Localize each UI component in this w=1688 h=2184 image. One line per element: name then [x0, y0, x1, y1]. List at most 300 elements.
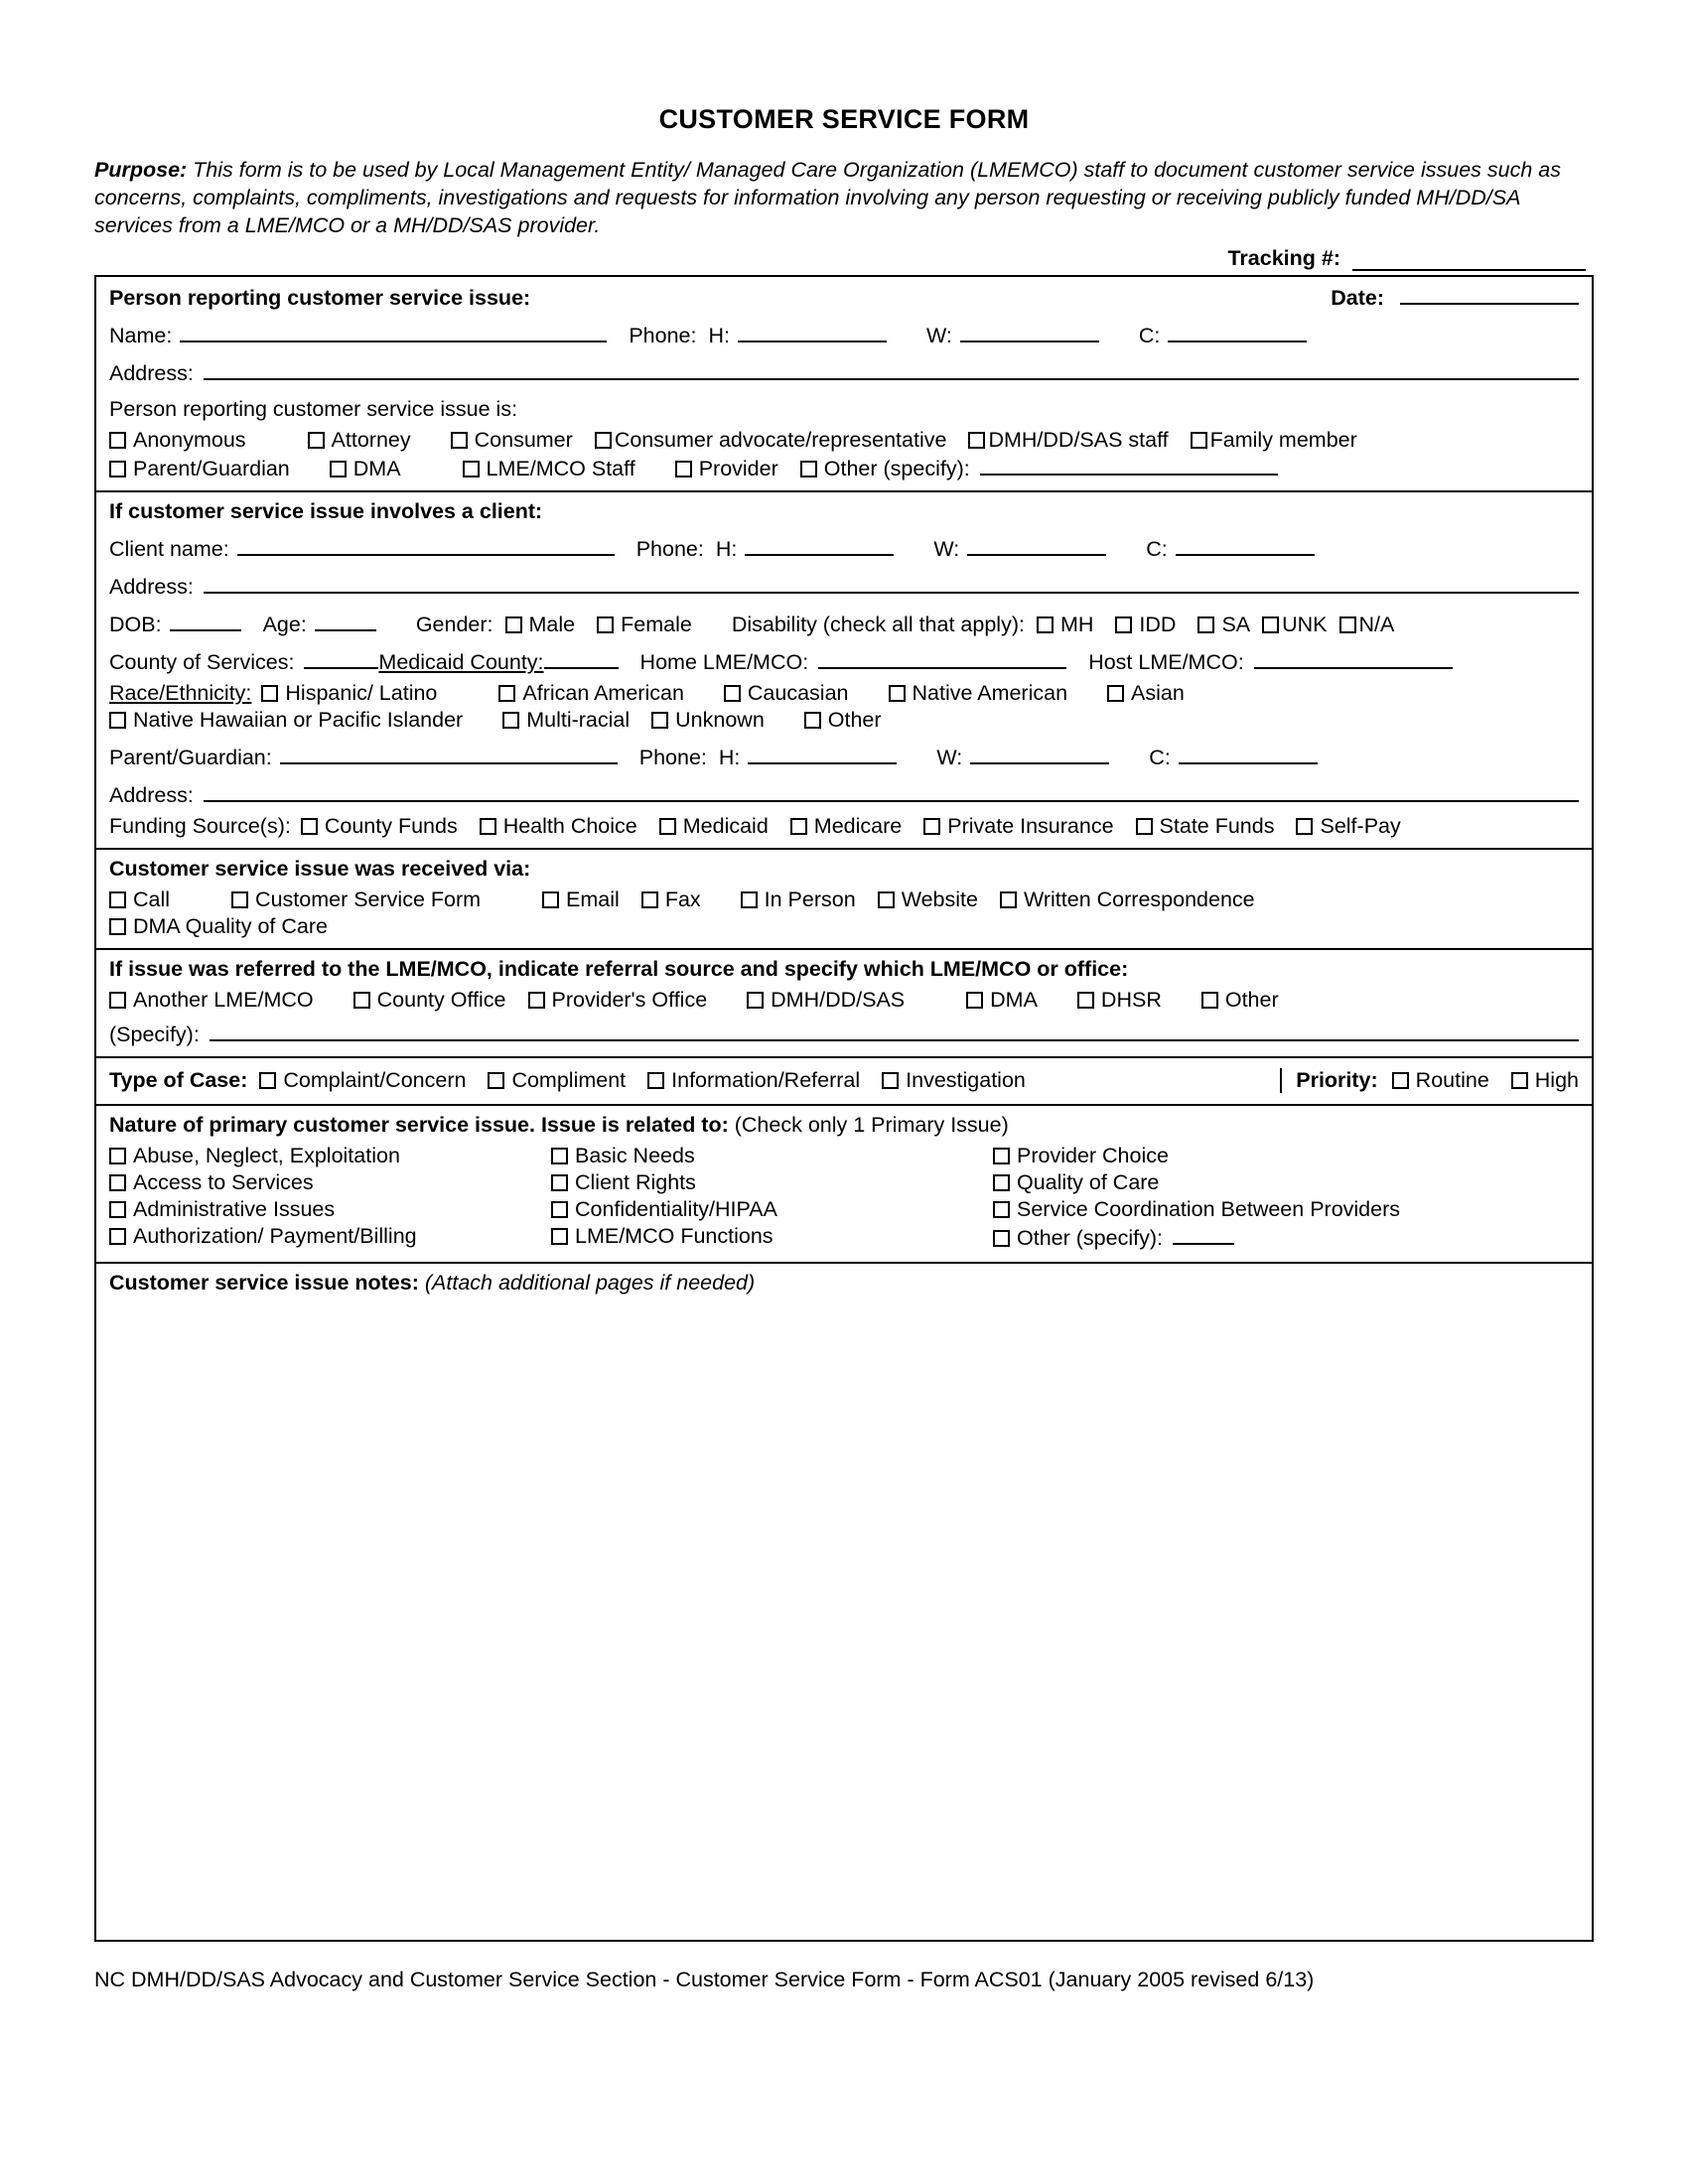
checkbox-icon[interactable] [1262, 616, 1279, 633]
client-phone-label: Phone: [635, 536, 704, 561]
checkbox-funding-self-pay[interactable] [1296, 814, 1400, 839]
option-label: DMA [352, 456, 401, 480]
host-lme-label: Host LME/MCO: [1088, 649, 1244, 674]
option-label: Caucasian [747, 680, 849, 705]
checkbox-icon[interactable] [1296, 818, 1313, 835]
home-lme-input[interactable] [818, 648, 1066, 669]
parent-address-input[interactable] [204, 781, 1579, 802]
checkbox-race-caucasian[interactable] [724, 681, 849, 706]
checkbox-icon[interactable] [878, 891, 895, 908]
checkbox-icon[interactable] [675, 461, 692, 478]
option-label: Investigation [906, 1067, 1026, 1092]
checkbox-icon[interactable] [109, 461, 126, 478]
checkbox-type-investigation[interactable] [882, 1068, 1026, 1093]
funding-source-label: Funding Source(s): [109, 813, 291, 838]
checkbox-icon[interactable] [231, 891, 248, 908]
checkbox-icon[interactable] [993, 1201, 1010, 1218]
checkbox-family-member[interactable] [1191, 428, 1357, 453]
checkbox-priority-high[interactable] [1511, 1068, 1579, 1093]
checkbox-icon[interactable] [966, 992, 983, 1009]
checkbox-disability-idd[interactable] [1115, 613, 1176, 637]
checkbox-icon[interactable] [889, 685, 906, 702]
date-label: Date: [1331, 285, 1385, 310]
checkbox-icon[interactable] [109, 1201, 126, 1218]
reporter-header-row [109, 284, 1579, 311]
checkbox-nature-authorization-payment-billing[interactable] [109, 1224, 551, 1249]
received-header-row [109, 857, 1579, 882]
client-name-input[interactable] [237, 535, 615, 556]
client-race-row-1 [109, 681, 1579, 706]
checkbox-icon[interactable] [551, 1201, 568, 1218]
checkbox-nature-access-to-services[interactable] [109, 1170, 551, 1195]
reporter-address-label: Address: [109, 360, 194, 385]
page-footer: NC DMH/DD/SAS Advocacy and Customer Service Section - Customer Service Form - Form ACS01 (January 2005 revised 6/13) [94, 1967, 1315, 1991]
nature-column-2 [551, 1144, 993, 1253]
client-address-row [109, 573, 1579, 600]
checkbox-nature-other-specify[interactable] [993, 1224, 1579, 1251]
reporter-phone-w-input[interactable] [960, 322, 1099, 342]
checkbox-disability-sa[interactable] [1197, 613, 1250, 637]
checkbox-funding-county-funds[interactable] [301, 814, 458, 839]
option-label: State Funds [1159, 813, 1275, 838]
option-label: Other [1224, 987, 1279, 1012]
checkbox-received-call[interactable] [109, 887, 170, 912]
checkbox-received-customer-service-form[interactable] [231, 887, 481, 912]
client-gender-label: Gender: [415, 612, 493, 636]
medicaid-county-input[interactable] [544, 648, 619, 669]
option-label: Hispanic/ Latino [285, 680, 438, 705]
option-label: Another LME/MCO [133, 987, 314, 1012]
checkbox-lme-mco-staff[interactable] [463, 457, 635, 481]
option-label: DMH/DD/SAS [771, 987, 906, 1012]
nature-header-row [109, 1113, 1579, 1138]
option-label: Multi-racial [526, 707, 631, 732]
option-label: Medicare [813, 813, 903, 838]
option-label: Self-Pay [1320, 813, 1401, 838]
option-label: DMA Quality of Care [133, 913, 328, 938]
checkbox-icon[interactable] [968, 432, 985, 449]
host-lme-input[interactable] [1254, 648, 1453, 669]
option-label: Administrative Issues [133, 1196, 336, 1221]
section-nature-of-issue [96, 1106, 1592, 1264]
option-label: Other (specify): [1017, 1225, 1163, 1250]
checkbox-icon[interactable] [259, 1072, 276, 1089]
section-client [96, 492, 1592, 850]
referral-specify-input[interactable] [210, 1021, 1579, 1041]
option-label: Routine [1415, 1067, 1489, 1092]
checkbox-icon[interactable] [109, 1148, 126, 1164]
checkbox-consumer[interactable] [451, 428, 573, 453]
option-label: DMA [990, 987, 1038, 1012]
checkbox-icon[interactable] [528, 992, 545, 1009]
form-body [94, 275, 1594, 1942]
checkbox-dmh-dd-sas-staff[interactable] [968, 428, 1168, 453]
checkbox-disability-mh[interactable] [1037, 613, 1093, 637]
notes-header-group [109, 1271, 755, 1296]
checkbox-icon[interactable] [551, 1174, 568, 1191]
parent-phone-c-label: C: [1149, 745, 1171, 769]
checkbox-icon[interactable] [502, 712, 519, 729]
client-age-input[interactable] [315, 611, 376, 631]
referral-specify-label: (Specify): [109, 1022, 200, 1046]
client-demographics-row [109, 611, 1579, 637]
nature-header-group [109, 1113, 1009, 1138]
checkbox-nature-lme-mco-functions[interactable] [551, 1224, 993, 1249]
option-label: Confidentiality/HIPAA [575, 1196, 777, 1221]
checkbox-icon[interactable] [1115, 616, 1132, 633]
checkbox-icon[interactable] [1136, 818, 1153, 835]
checkbox-referral-another-lme-mco[interactable] [109, 988, 314, 1013]
option-label: IDD [1139, 612, 1177, 636]
checkbox-icon[interactable] [1000, 891, 1017, 908]
nature-options-grid [109, 1144, 1579, 1253]
option-label: Consumer [474, 427, 573, 452]
client-name-row [109, 535, 1579, 562]
nature-other-specify-input[interactable] [1173, 1224, 1234, 1245]
option-label: Native Hawaiian or Pacific Islander [133, 707, 464, 732]
reporter-phone-w-label: W: [925, 323, 952, 347]
checkbox-icon[interactable] [109, 992, 126, 1009]
referral-header-row [109, 957, 1579, 982]
checkbox-received-email[interactable] [542, 887, 620, 912]
checkbox-icon[interactable] [1037, 616, 1054, 633]
checkbox-icon[interactable] [109, 918, 126, 935]
client-phone-c-input[interactable] [1176, 535, 1315, 556]
reporter-address-row [109, 359, 1579, 386]
option-label: Basic Needs [575, 1143, 695, 1167]
checkbox-nature-quality-of-care[interactable] [993, 1170, 1579, 1195]
checkbox-icon[interactable] [641, 891, 658, 908]
option-label: UNK [1282, 612, 1328, 636]
checkbox-icon[interactable] [993, 1230, 1010, 1247]
checkbox-referral-other[interactable] [1201, 988, 1279, 1013]
checkbox-funding-state-funds[interactable] [1136, 814, 1275, 839]
checkbox-icon[interactable] [1511, 1072, 1528, 1089]
type-of-case-group [109, 1068, 1266, 1093]
checkbox-received-written-correspondence[interactable] [1000, 887, 1255, 912]
parent-phone-h-label: H: [718, 745, 741, 769]
client-parent-guardian-row [109, 744, 1579, 770]
checkbox-icon[interactable] [804, 712, 821, 729]
option-label: Native American [912, 680, 1068, 705]
checkbox-race-multi-racial[interactable] [502, 708, 630, 733]
client-header-row [109, 499, 1579, 524]
checkbox-received-dma-quality-of-care[interactable] [109, 914, 328, 939]
county-of-services-input[interactable] [304, 648, 378, 669]
checkbox-nature-client-rights[interactable] [551, 1170, 993, 1195]
checkbox-icon[interactable] [109, 1174, 126, 1191]
checkbox-icon[interactable] [1201, 992, 1218, 1009]
checkbox-icon[interactable] [109, 891, 126, 908]
client-header: If customer service issue involves a client: [109, 498, 543, 523]
parent-phone-label: Phone: [638, 745, 707, 769]
checkbox-disability-unk[interactable] [1262, 613, 1327, 637]
checkbox-type-complaint-concern[interactable] [259, 1068, 466, 1093]
option-label: Service Coordination Between Providers [1017, 1196, 1401, 1221]
option-label: Unknown [675, 707, 765, 732]
tracking-label: Tracking #: [1227, 245, 1340, 270]
option-label: In Person [764, 887, 856, 911]
checkbox-received-in-person[interactable] [741, 887, 856, 912]
checkbox-nature-service-coordination[interactable] [993, 1197, 1579, 1222]
reporter-phone-h-input[interactable] [738, 322, 887, 342]
type-of-case-label: Type of Case: [109, 1067, 248, 1092]
reporter-other-specify-input[interactable] [980, 455, 1278, 476]
checkbox-icon[interactable] [551, 1228, 568, 1245]
checkbox-referral-county-office[interactable] [353, 988, 506, 1013]
option-label: DHSR [1100, 987, 1162, 1012]
option-label: Quality of Care [1017, 1169, 1160, 1194]
option-label: Customer Service Form [255, 887, 482, 911]
checkbox-race-unknown[interactable] [651, 708, 765, 733]
section-referral [96, 950, 1592, 1058]
checkbox-race-asian[interactable] [1107, 681, 1185, 706]
county-of-services-label: County of Services: [109, 649, 295, 674]
reporter-name-input[interactable] [180, 322, 607, 342]
checkbox-race-other[interactable] [804, 708, 882, 733]
checkbox-icon[interactable] [659, 818, 676, 835]
section-received-via [96, 850, 1592, 950]
client-race-row-2 [109, 708, 1579, 733]
reporter-is-row [109, 397, 1579, 422]
option-label: Attorney [331, 427, 411, 452]
nature-header-note: (Check only 1 Primary Issue) [734, 1112, 1009, 1137]
checkbox-received-fax[interactable] [641, 887, 701, 912]
checkbox-icon[interactable] [498, 685, 515, 702]
option-label: Parent/Guardian [133, 456, 290, 480]
parent-guardian-input[interactable] [280, 744, 618, 764]
checkbox-icon[interactable] [882, 1072, 899, 1089]
reporter-header: Person reporting customer service issue: [109, 285, 531, 310]
notes-textarea[interactable] [109, 1296, 1579, 1931]
checkbox-icon[interactable] [1197, 616, 1214, 633]
option-label: Provider [698, 456, 778, 480]
home-lme-label: Home LME/MCO: [639, 649, 809, 674]
page-title: CUSTOMER SERVICE FORM [658, 104, 1030, 134]
option-label: DMH/DD/SAS staff [988, 427, 1169, 452]
client-phone-h-label: H: [715, 536, 738, 561]
tracking-row [94, 246, 1594, 271]
parent-phone-c-input[interactable] [1179, 744, 1318, 764]
option-label: LME/MCO Functions [575, 1223, 774, 1248]
checkbox-icon[interactable] [109, 1228, 126, 1245]
checkbox-parent-guardian[interactable] [109, 457, 290, 481]
option-label: LME/MCO Staff [486, 456, 635, 480]
reporter-is-label: Person reporting customer service issue is: [109, 396, 518, 421]
checkbox-nature-basic-needs[interactable] [551, 1144, 993, 1168]
checkbox-icon[interactable] [647, 1072, 664, 1089]
checkbox-consumer-advocate[interactable] [595, 428, 947, 453]
option-label: Access to Services [133, 1169, 314, 1194]
checkbox-dma[interactable] [330, 457, 401, 481]
received-options-row-2 [109, 914, 1579, 939]
reporter-date-group [1331, 284, 1579, 311]
option-label: Call [133, 887, 171, 911]
checkbox-provider[interactable] [675, 457, 778, 481]
checkbox-icon[interactable] [301, 818, 318, 835]
checkbox-other-specify[interactable] [800, 457, 970, 481]
option-label: Complaint/Concern [283, 1067, 467, 1092]
option-label: SA [1221, 612, 1251, 636]
checkbox-type-information-referral[interactable] [647, 1068, 860, 1093]
client-name-label: Client name: [109, 536, 229, 561]
option-label: Consumer advocate/representative [614, 427, 947, 452]
client-dob-label: DOB: [109, 612, 162, 636]
checkbox-icon[interactable] [330, 461, 347, 478]
notes-header-note: (Attach additional pages if needed) [424, 1270, 756, 1295]
section-reporter [96, 277, 1592, 492]
option-label: Provider's Office [551, 987, 708, 1012]
option-label: Other [827, 707, 882, 732]
checkbox-anonymous[interactable] [109, 428, 246, 453]
checkbox-icon[interactable] [741, 891, 758, 908]
checkbox-icon[interactable] [993, 1148, 1010, 1164]
parent-phone-w-input[interactable] [970, 744, 1109, 764]
checkbox-icon[interactable] [463, 461, 480, 478]
section-type-of-case [96, 1058, 1592, 1106]
checkbox-type-compliment[interactable] [488, 1068, 626, 1093]
checkbox-icon[interactable] [724, 685, 741, 702]
checkbox-race-native-american[interactable] [889, 681, 1068, 706]
date-input[interactable] [1400, 284, 1579, 305]
checkbox-gender-male[interactable] [505, 613, 576, 637]
checkbox-icon[interactable] [353, 992, 370, 1009]
checkbox-icon[interactable] [1107, 685, 1124, 702]
client-phone-h-input[interactable] [745, 535, 894, 556]
checkbox-referral-providers-office[interactable] [528, 988, 708, 1013]
reporter-name-row [109, 322, 1579, 348]
option-label: Private Insurance [947, 813, 1114, 838]
reporter-type-row-2 [109, 455, 1579, 481]
notes-header-row [109, 1271, 1579, 1296]
referral-specify-row [109, 1021, 1579, 1047]
checkbox-race-hispanic-latino[interactable] [261, 681, 437, 706]
option-label: N/A [1358, 612, 1395, 636]
checkbox-nature-administrative-issues[interactable] [109, 1197, 551, 1222]
client-disability-label: Disability (check all that apply): [731, 612, 1025, 636]
medicaid-county-label: Medicaid County: [378, 649, 544, 674]
checkbox-icon[interactable] [1392, 1072, 1409, 1089]
option-label: Information/Referral [671, 1067, 861, 1092]
option-label: Email [566, 887, 620, 911]
checkbox-priority-routine[interactable] [1392, 1068, 1489, 1093]
checkbox-funding-health-choice[interactable] [480, 814, 637, 839]
option-label: Asian [1131, 680, 1185, 705]
checkbox-icon[interactable] [595, 432, 612, 449]
nature-header: Nature of primary customer service issue. Issue is related to: [109, 1112, 729, 1137]
funding-source-row [109, 814, 1579, 839]
checkbox-race-african-american[interactable] [498, 681, 684, 706]
checkbox-nature-confidentiality-hipaa[interactable] [551, 1197, 993, 1222]
checkbox-icon[interactable] [261, 685, 278, 702]
checkbox-icon[interactable] [542, 891, 559, 908]
option-label: Authorization/ Payment/Billing [133, 1223, 417, 1248]
checkbox-referral-dmh-dd-sas[interactable] [747, 988, 905, 1013]
checkbox-icon[interactable] [505, 616, 522, 633]
checkbox-funding-medicare[interactable] [790, 814, 902, 839]
checkbox-icon[interactable] [651, 712, 668, 729]
checkbox-gender-female[interactable] [597, 613, 692, 637]
checkbox-funding-private-insurance[interactable] [923, 814, 1113, 839]
notes-header: Customer service issue notes: [109, 1270, 419, 1295]
option-label: Female [621, 612, 692, 636]
option-label: Male [528, 612, 576, 636]
checkbox-received-website[interactable] [878, 887, 978, 912]
checkbox-attorney[interactable] [308, 428, 411, 453]
checkbox-icon[interactable] [800, 461, 817, 478]
checkbox-icon[interactable] [993, 1174, 1010, 1191]
parent-phone-h-input[interactable] [748, 744, 897, 764]
checkbox-icon[interactable] [109, 712, 126, 729]
option-label: Anonymous [133, 427, 246, 452]
reporter-phone-label: Phone: [629, 323, 697, 347]
checkbox-icon[interactable] [109, 432, 126, 449]
option-label: Written Correspondence [1023, 887, 1255, 911]
client-county-row [109, 648, 1579, 675]
option-label: High [1534, 1067, 1579, 1092]
parent-phone-w-label: W: [936, 745, 963, 769]
checkbox-race-native-hawaiian-pacific-islander[interactable] [109, 708, 463, 733]
tracking-input[interactable] [1352, 249, 1586, 271]
checkbox-referral-dhsr[interactable] [1077, 988, 1162, 1013]
checkbox-icon[interactable] [308, 432, 325, 449]
option-label: Medicaid [682, 813, 769, 838]
option-label: Provider Choice [1017, 1143, 1169, 1167]
checkbox-icon[interactable] [1191, 432, 1207, 449]
checkbox-icon[interactable] [1077, 992, 1094, 1009]
checkbox-nature-abuse-neglect-exploitation[interactable] [109, 1144, 551, 1168]
checkbox-icon[interactable] [488, 1072, 504, 1089]
checkbox-icon[interactable] [790, 818, 807, 835]
client-address-input[interactable] [204, 573, 1579, 594]
client-address-label: Address: [109, 574, 194, 599]
received-options-row-1 [109, 887, 1579, 912]
checkbox-icon[interactable] [451, 432, 468, 449]
checkbox-referral-dma[interactable] [966, 988, 1038, 1013]
nature-column-3 [993, 1144, 1579, 1253]
checkbox-icon[interactable] [747, 992, 764, 1009]
priority-label: Priority: [1296, 1067, 1378, 1092]
option-label: African American [522, 680, 684, 705]
checkbox-icon[interactable] [551, 1148, 568, 1164]
client-phone-c-label: C: [1146, 536, 1168, 561]
reporter-type-row-1 [109, 428, 1579, 453]
race-ethnicity-label: Race/Ethnicity: [109, 680, 252, 705]
reporter-address-input[interactable] [204, 359, 1579, 380]
option-label: County Funds [324, 813, 458, 838]
option-label: County Office [376, 987, 506, 1012]
client-dob-input[interactable] [170, 611, 241, 631]
checkbox-icon[interactable] [597, 616, 614, 633]
option-label: Website [901, 887, 978, 911]
option-label: Family member [1209, 427, 1357, 452]
checkbox-disability-na[interactable] [1339, 613, 1395, 637]
client-age-label: Age: [262, 612, 307, 636]
parent-address-label: Address: [109, 782, 194, 807]
option-label: Other (specify): [823, 456, 970, 480]
checkbox-icon[interactable] [1339, 616, 1356, 633]
checkbox-nature-provider-choice[interactable] [993, 1144, 1579, 1168]
checkbox-funding-medicaid[interactable] [659, 814, 769, 839]
checkbox-icon[interactable] [923, 818, 940, 835]
purpose-text: This form is to be used by Local Management Entity/ Managed Care Organization (LMEMCO) staff to document customer service issues such as concerns, complaints, compliments, investigations and requests for information involving any person requesting or receiving publicly funded MH/DD/SA services from a LME/MCO or a MH/DD/SAS provider. [94, 158, 1561, 237]
reporter-name-label: Name: [109, 323, 173, 347]
checkbox-icon[interactable] [480, 818, 496, 835]
reporter-phone-c-input[interactable] [1168, 322, 1307, 342]
client-phone-w-input[interactable] [967, 535, 1106, 556]
option-label: Abuse, Neglect, Exploitation [133, 1143, 400, 1167]
priority-group [1280, 1068, 1579, 1093]
